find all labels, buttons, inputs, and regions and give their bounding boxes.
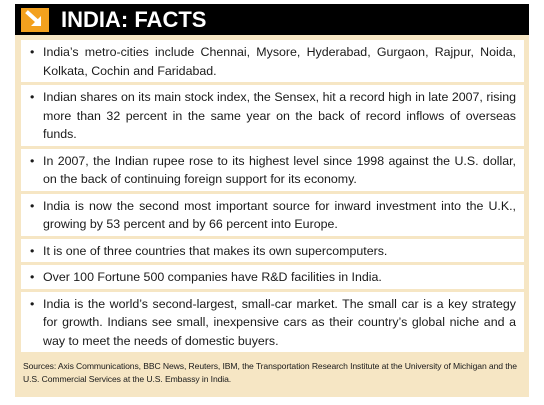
fact-item — [21, 85, 524, 146]
bullet-icon: • — [30, 90, 35, 104]
bullet-icon: • — [30, 243, 35, 258]
facts-panel — [15, 4, 529, 397]
fact-text: India’s metro-cities include Chennai, Mysore, Hyderabad, Gurgaon, Rajpur, Noida, Kolkata, Cochin and Faridabad. — [43, 45, 516, 78]
bullet-icon: • — [30, 296, 35, 311]
sources-note: Sources: Axis Communications, BBC News, Reuters, IBM, the Transportation Research Institute at the University of Michigan and the U.S. Commercial Services at the U.S. Embassy in India. — [23, 361, 517, 384]
fact-text: It is one of three countries that makes its own supercomputers. — [43, 243, 388, 258]
facts-list — [21, 40, 524, 355]
header-bar — [15, 4, 529, 35]
fact-text: India is the world’s second-largest, small-car market. The small car is a key strategy for growth. Indians see small, inexpensive cars as their country’s global niche and a way to meet the needs of domestic buyers. — [43, 296, 516, 348]
bullet-icon: • — [30, 198, 35, 213]
fact-text: India is now the second most important source for inward investment into the U.K., growing by 53 percent and by 66 percent into Europe. — [43, 198, 516, 231]
arrow-down-right-icon — [21, 8, 49, 32]
fact-item — [21, 149, 524, 191]
fact-item — [21, 40, 524, 82]
bullet-icon: • — [30, 270, 35, 284]
fact-item — [21, 239, 524, 263]
bullet-icon: • — [30, 45, 35, 59]
fact-text: Over 100 Fortune 500 companies have R&D facilities in India. — [43, 270, 382, 284]
bullet-icon: • — [30, 153, 35, 168]
fact-text: Indian shares on its main stock index, the Sensex, hit a record high in late 2007, rising more than 32 percent in the same year on the back of record inflows of overseas funds. — [43, 90, 516, 141]
fact-item — [21, 292, 524, 353]
fact-item — [21, 265, 524, 289]
fact-item — [21, 194, 524, 236]
fact-text: In 2007, the Indian rupee rose to its highest level since 1998 against the U.S. dollar, on the back of continuing foreign support for its economy. — [43, 153, 516, 186]
page-title: INDIA: FACTS — [61, 7, 207, 32]
